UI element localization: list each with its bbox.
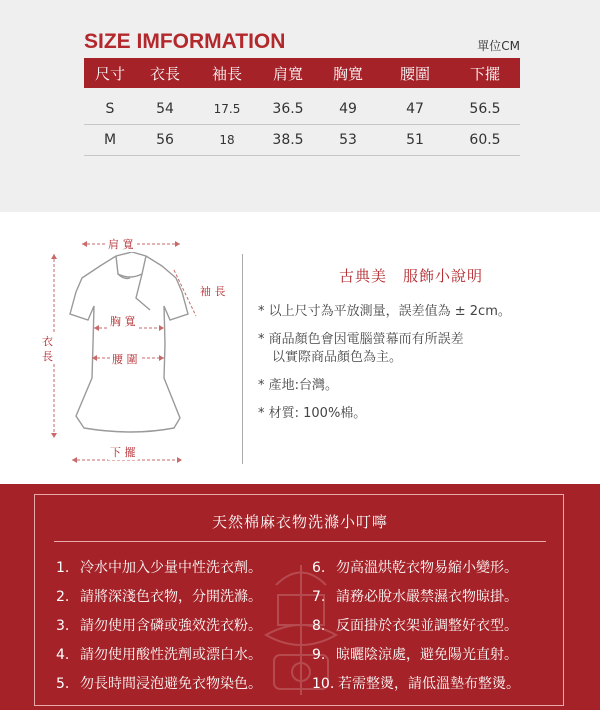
note-item [258, 331, 588, 367]
wash-divider [54, 541, 546, 542]
info-title: 古典美 服飾小說明 [339, 267, 484, 285]
table-row [84, 94, 520, 125]
table-cell: M [103, 132, 117, 148]
table-cell: S [105, 101, 115, 117]
header-cell: 胸寬 [332, 64, 363, 83]
header-cell: 肩寬 [272, 64, 303, 83]
length-label: 衣 長 [42, 335, 53, 363]
list-item [312, 644, 520, 673]
size-table-header [84, 58, 520, 88]
note-line: * 以上尺寸為平放測量，誤差值為 ± 2cm。 [258, 304, 511, 319]
item-text: 請勿使用含磷或強效洗衣粉。 [80, 618, 262, 634]
note-line: 以實際商品顏色為主。 [272, 350, 403, 365]
item-number: 5. [56, 676, 70, 692]
item-text: 請將深淺色衣物，分開洗滌。 [80, 589, 262, 605]
item-number: 7. [312, 589, 326, 605]
table-cell: 51 [406, 132, 424, 148]
sleeve-label: 袖 長 [200, 285, 226, 298]
list-item [56, 557, 262, 586]
item-number: 10. [312, 676, 335, 692]
list-item [312, 586, 520, 615]
item-number: 9. [312, 647, 326, 663]
shoulder-label: 肩 寬 [108, 238, 134, 251]
table-cell: 38.5 [272, 132, 304, 148]
table-cell: 56 [156, 132, 174, 148]
item-number: 3. [56, 618, 70, 634]
note-line: * 材質: 100%棉。 [258, 406, 367, 421]
header-cell: 下擺 [469, 64, 500, 83]
chest-label: 胸 寬 [110, 315, 136, 328]
item-text: 勿高溫烘乾衣物易縮小變形。 [336, 560, 518, 576]
list-item [56, 673, 262, 702]
item-text: 勿長時間浸泡避免衣物染色。 [80, 676, 262, 692]
notes-list [258, 303, 588, 433]
item-number: 2. [56, 589, 70, 605]
waist-label: 腰 圍 [112, 353, 138, 366]
size-table [84, 58, 520, 156]
item-text: 反面掛於衣架並調整好衣型。 [336, 618, 518, 634]
table-cell: 18 [219, 133, 235, 147]
list-item [312, 673, 520, 702]
wash-list-left [56, 557, 262, 702]
table-cell: 60.5 [469, 132, 501, 148]
item-number: 6. [312, 560, 326, 576]
divider [242, 254, 243, 464]
list-item [312, 615, 520, 644]
table-cell: 56.5 [469, 101, 501, 117]
item-number: 4. [56, 647, 70, 663]
item-text: 冷水中加入少量中性洗衣劑。 [80, 560, 262, 576]
header-cell: 袖長 [211, 64, 242, 83]
note-line: * 產地:台灣。 [258, 378, 339, 393]
item-text: 請務必脫水嚴禁濕衣物晾掛。 [336, 589, 518, 605]
note-line: * 商品顏色會因電腦螢幕而有所誤差 [258, 332, 464, 347]
list-item [56, 586, 262, 615]
hem-label: 下 擺 [110, 446, 136, 459]
list-item [312, 557, 520, 586]
table-cell: 47 [406, 101, 424, 117]
list-item [56, 615, 262, 644]
note-item [258, 303, 588, 321]
list-item [56, 644, 262, 673]
table-cell: 49 [339, 101, 357, 117]
size-title: SIZE IMFORMATION [84, 30, 286, 53]
note-item [258, 405, 588, 423]
unit-label: 單位CM [477, 39, 520, 53]
table-cell: 36.5 [272, 101, 304, 117]
wash-list-right [312, 557, 520, 702]
garment-diagram [32, 228, 237, 468]
item-text: 若需整燙，請低溫墊布整燙。 [338, 676, 520, 692]
table-row [84, 125, 520, 156]
wash-title: 天然棉麻衣物洗滌小叮嚀 [211, 513, 388, 531]
table-cell: 17.5 [213, 102, 241, 116]
item-number: 8. [312, 618, 326, 634]
item-text: 晾曬陰涼處，避免陽光直射。 [336, 647, 518, 663]
header-cell: 腰圍 [399, 64, 430, 83]
note-item [258, 377, 588, 395]
table-cell: 53 [339, 132, 357, 148]
header-cell: 尺寸 [94, 64, 125, 83]
item-number: 1. [56, 560, 70, 576]
header-cell: 衣長 [149, 64, 180, 83]
table-cell: 54 [156, 101, 174, 117]
item-text: 請勿使用酸性洗劑或漂白水。 [80, 647, 262, 663]
